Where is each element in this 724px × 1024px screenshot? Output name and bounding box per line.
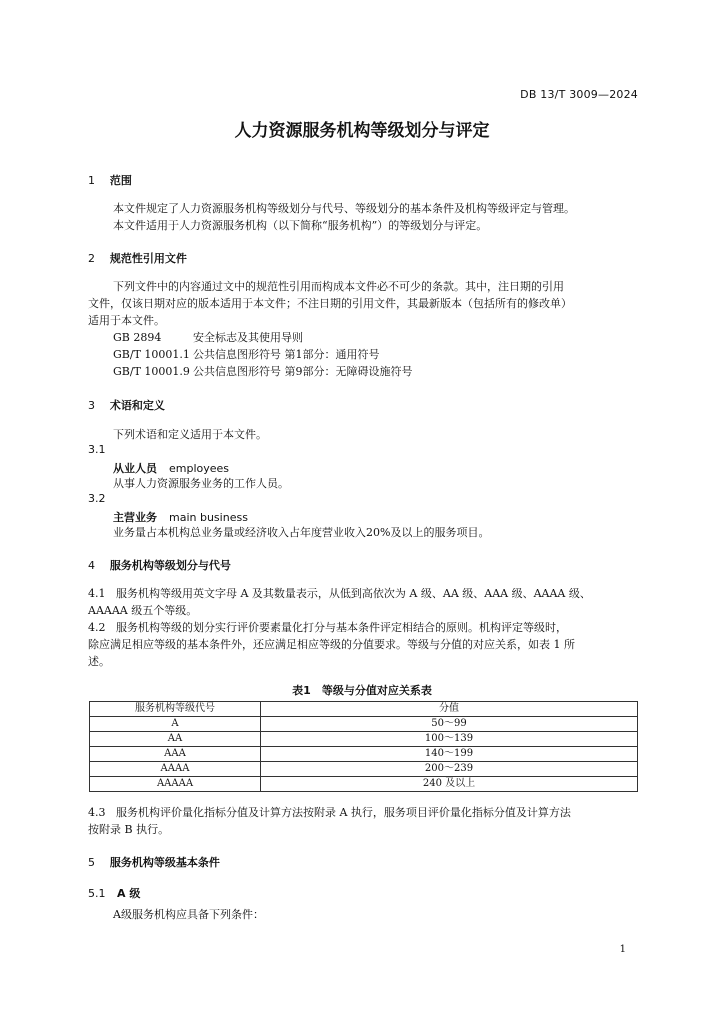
clause-text: 服务机构评价量化指标分值及计算方法按附录 A 执行，服务项目评价量化指标分值及计算方法 <box>116 806 571 819</box>
page-number: 1 <box>619 944 626 955</box>
section-1-heading <box>88 172 132 188</box>
references-paragraph-line-2: 文件，仅该日期对应的版本适用于本文件；不注日期的引用文件，其最新版本（包括所有的修改单） <box>88 297 572 310</box>
terms-intro: 下列术语和定义适用于本文件。 <box>113 428 267 441</box>
reference-name: 公共信息图形符号 第9部分：无障碍设施符号 <box>193 365 413 378</box>
term-definition: 从事人力资源服务业务的工作人员。 <box>113 477 289 490</box>
table-row <box>90 732 638 747</box>
clause-4-2-line-2: 除应满足相应等级的基本条件外，还应满足相应等级的分值要求。等级与分值的对应关系，如表 1 所 <box>88 638 575 651</box>
clause-4-1-line-1 <box>88 585 591 603</box>
references-paragraph-line-1: 下列文件中的内容通过文中的规范性引用而构成本文件必不可少的条款。其中，注日期的引用 <box>113 280 564 293</box>
term-en: employees <box>169 462 230 475</box>
table-header-row <box>90 702 638 717</box>
section-5-heading <box>88 854 220 870</box>
reference-item <box>113 363 413 379</box>
clause-4-1-line-2: AAAAA 级五个等级。 <box>88 604 198 617</box>
section-title: 范围 <box>109 174 132 187</box>
scope-paragraph-2: 本文件适用于人力资源服务机构（以下简称“服务机构”）的等级划分与评定。 <box>113 219 488 232</box>
clause-text: 服务机构等级用英文字母 A 及其数量表示，从低到高依次为 A 级、AA 级、AAA 级、AAAA 级、 <box>116 587 591 600</box>
table-row <box>90 762 638 777</box>
table-cell-score: 200～239 <box>261 762 638 777</box>
subsection-5-1-heading <box>88 885 140 901</box>
section-number: 5 <box>88 856 95 869</box>
reference-code: GB/T 10001.1 <box>113 348 190 361</box>
document-code: DB 13/T 3009—2024 <box>520 88 638 101</box>
references-paragraph-line-3: 适用于本文件。 <box>88 314 165 327</box>
document-title: 人力资源服务机构等级划分与评定 <box>234 121 490 141</box>
clause-4-2-line-1 <box>88 619 567 637</box>
clause-text: 服务机构等级的划分实行评价要素量化打分与基本条件评定相结合的原则。机构评定等级时， <box>116 621 567 634</box>
subsection-number: 5.1 <box>88 887 106 900</box>
section-title: 规范性引用文件 <box>109 252 187 265</box>
section-title: 服务机构等级基本条件 <box>109 856 220 869</box>
table-header-cell: 分值 <box>261 702 638 717</box>
section-3-heading <box>88 397 165 413</box>
term-zh: 主营业务 <box>113 511 157 524</box>
reference-code: GB/T 10001.9 <box>113 365 190 378</box>
reference-name: 公共信息图形符号 第1部分：通用符号 <box>193 348 380 361</box>
term-en: main business <box>169 511 248 524</box>
section-number: 2 <box>88 252 95 265</box>
table-cell-grade: AAAAA <box>90 777 261 792</box>
table-row <box>90 777 638 792</box>
table-cell-grade: AAAA <box>90 762 261 777</box>
clause-4-3-line-2: 按附录 B 执行。 <box>88 823 170 836</box>
subsection-title: A 级 <box>117 887 141 900</box>
reference-item <box>113 329 303 345</box>
table-cell-score: 100～139 <box>261 732 638 747</box>
table-cell-score: 140～199 <box>261 747 638 762</box>
table-cell-score: 240 及以上 <box>261 777 638 792</box>
table-cell-grade: AA <box>90 732 261 747</box>
section-4-heading <box>88 557 231 573</box>
clause-number: 4.3 <box>88 806 106 819</box>
section-number: 4 <box>88 559 95 572</box>
table-cell-grade: A <box>90 717 261 732</box>
table-row <box>90 747 638 762</box>
clause-number: 4.2 <box>88 621 106 634</box>
term-number: 3.1 <box>88 443 106 456</box>
reference-code: GB 2894 <box>113 331 162 344</box>
section-2-heading <box>88 250 187 266</box>
section-number: 1 <box>88 174 95 187</box>
reference-name: 安全标志及其使用导则 <box>193 331 303 344</box>
table-cell-score: 50～99 <box>261 717 638 732</box>
clause-4-3-line-1 <box>88 804 571 822</box>
section-number: 3 <box>88 399 95 412</box>
term-heading <box>113 509 248 525</box>
section-title: 术语和定义 <box>109 399 165 412</box>
table-header-cell: 服务机构等级代号 <box>90 702 261 717</box>
term-definition: 业务量占本机构总业务量或经济收入占年度营业收入20%及以上的服务项目。 <box>113 526 490 539</box>
term-zh: 从业人员 <box>113 462 157 475</box>
clause-4-2-line-3: 述。 <box>88 655 110 668</box>
table-row <box>90 717 638 732</box>
grade-score-table <box>89 701 638 792</box>
table-title: 表1 等级与分值对应关系表 <box>292 684 432 697</box>
scope-paragraph-1: 本文件规定了人力资源服务机构等级划分与代号、等级划分的基本条件及机构等级评定与管理。 <box>113 202 575 215</box>
reference-item <box>113 346 380 362</box>
subsection-5-1-intro: A级服务机构应具备下列条件： <box>113 908 264 921</box>
section-title: 服务机构等级划分与代号 <box>109 559 231 572</box>
clause-number: 4.1 <box>88 587 106 600</box>
term-heading <box>113 460 229 476</box>
term-number: 3.2 <box>88 492 106 505</box>
table-cell-grade: AAA <box>90 747 261 762</box>
